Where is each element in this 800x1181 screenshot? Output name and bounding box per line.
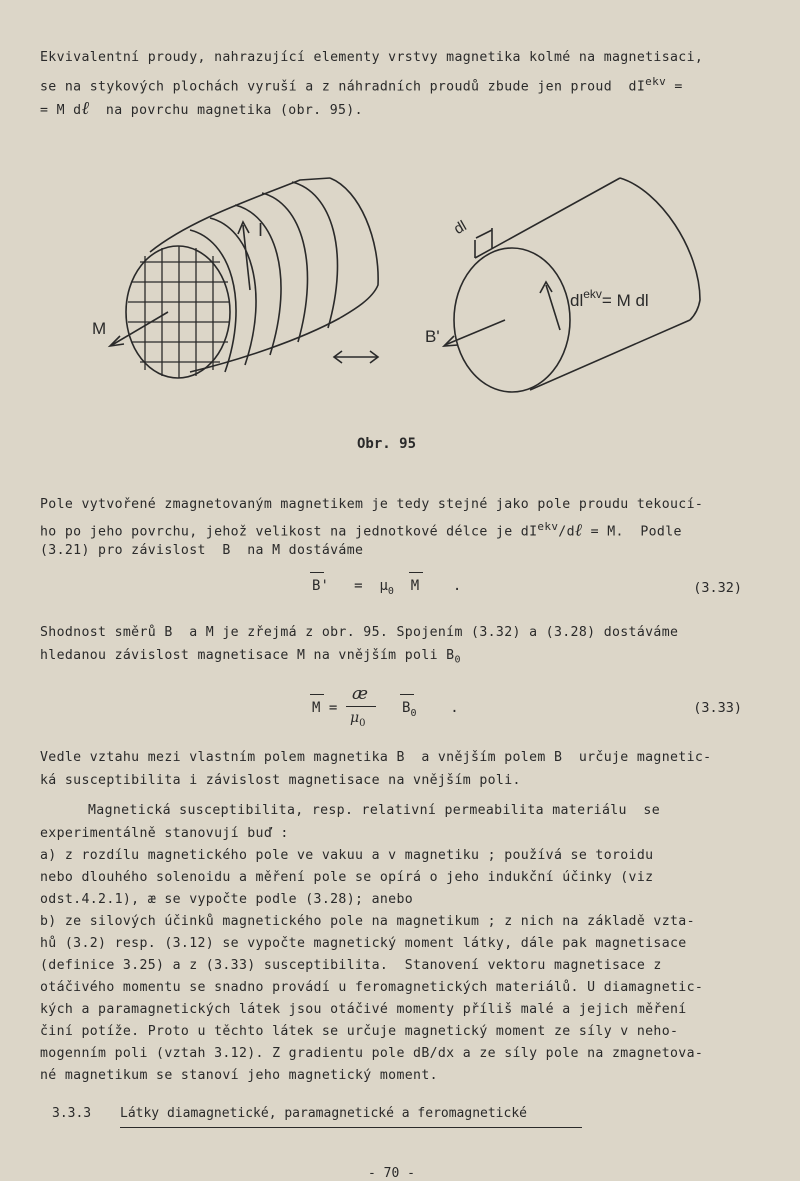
paragraph5-line6: b) ze silových účinků magnetického pole na magnetikum ; z nich na základě vzta- xyxy=(40,914,695,929)
paragraph2-tail: /d xyxy=(558,524,575,540)
eq2-lhs-wrap xyxy=(312,700,337,716)
paragraph5-line4: nebo dlouhého solenoidu a měření pole se opírá o jeho indukční účinky (viz xyxy=(40,870,654,885)
fraction-bar xyxy=(346,706,376,707)
label-dl: dl xyxy=(450,217,470,239)
paragraph1-line3 xyxy=(40,98,363,119)
paragraph1-l-symbol: ℓ xyxy=(81,98,90,119)
paragraph1-line1: Ekvivalentní proudy, nahrazující elementy vrstvy magnetika kolmé na magnetisaci, xyxy=(40,50,704,65)
paragraph5-line5: odst.4.2.1), æ se vypočte podle (3.28); anebo xyxy=(40,892,414,907)
page-number: - 70 - xyxy=(368,1166,415,1181)
eq2-denominator xyxy=(350,710,365,729)
paragraph3-line1: Shodnost směrů B a M je zřejmá z obr. 95. Spojením (3.32) a (3.28) dostáváme xyxy=(40,625,679,640)
paragraph3-line2-text: hledanou závislost magnetisace M na vnějším poli B xyxy=(40,648,455,663)
paragraph5-line9: otáčivého momentu se snadno provádí u feromagnetických materiálů. U diamagnetic- xyxy=(40,980,704,995)
figure-caption: Obr. 95 xyxy=(357,436,417,452)
eq2-dot: . xyxy=(450,700,459,716)
label-formula-rest: = M dl xyxy=(601,291,649,310)
paragraph1-line3-text: = M d xyxy=(40,103,82,118)
eq1-sub: 0 xyxy=(387,585,394,597)
right-cylinder-bottom-edge xyxy=(530,320,690,390)
paragraph5-line11: činí potíže. Proto u těchto látek se určuje magnetický moment ze síly v neho- xyxy=(40,1024,679,1039)
eq2-den-sub: 0 xyxy=(359,717,366,729)
eq2-rhs-wrap xyxy=(402,700,459,719)
eq1-lhs: B xyxy=(312,578,321,594)
paragraph1-line2 xyxy=(40,75,683,94)
equation-3-32: $B' = \mu_0$ M . xyxy=(312,578,462,597)
paragraph5-line3: a) z rozdílu magnetického pole ve vakuu a v magnetiku ; používá se toroidu xyxy=(40,848,654,863)
eq1-rhs: M xyxy=(410,578,420,594)
section-title: Látky diamagnetické, paramagnetické a feromagnetické xyxy=(120,1106,582,1128)
eq2-rhs-sub: 0 xyxy=(410,707,417,719)
eq2-den: μ xyxy=(350,710,360,726)
paragraph3-line2 xyxy=(40,648,461,666)
paragraph2-sup: ekv xyxy=(537,520,559,533)
paragraph2-line1: Pole vytvořené zmagnetovaným magnetikem je tedy stejné jako pole proudu tekoucí- xyxy=(40,497,704,512)
paragraph4-line2: ká susceptibilita i závislost magnetisace na vnějším poli. xyxy=(40,773,521,788)
label-formula-sup: ekv xyxy=(583,287,602,301)
paragraph1-line4-text: na povrchu magnetika (obr. 95). xyxy=(105,103,363,118)
paragraph2-tail2: = M. Podle xyxy=(582,524,682,540)
paragraph1-sup: ekv xyxy=(645,75,667,88)
eq2-rhs: B xyxy=(402,700,411,716)
paragraph1-line2-text: se na stykových plochách vyruší a z náhradních proudů zbude jen proud dI xyxy=(40,79,646,95)
m-arrow xyxy=(112,312,168,345)
paragraph2-line2-text: ho po jeho povrchu, jehož velikost na jednotkové délce je dI xyxy=(40,524,538,540)
left-cylinder-face xyxy=(126,246,230,378)
right-cylinder-top-edge xyxy=(475,178,620,258)
paragraph5-line13: né magnetikum se stanoví jeho magnetický moment. xyxy=(40,1068,438,1083)
eq2-lhs: M xyxy=(312,700,321,716)
label-formula xyxy=(570,287,649,310)
label-b: B' xyxy=(425,327,440,346)
paragraph2-line2 xyxy=(40,520,682,540)
eq1-dot: . xyxy=(452,578,462,594)
eq2-numerator: æ xyxy=(352,684,368,704)
equation-3-32-number: (3.32) xyxy=(693,580,742,596)
label-m: M xyxy=(92,319,107,338)
paragraph2-l-symbol: ℓ xyxy=(574,520,583,541)
right-cylinder-face xyxy=(454,248,570,392)
paragraph5-line2: experimentálně stanovují buď : xyxy=(40,826,289,841)
label-formula-base: dl xyxy=(570,291,584,310)
paragraph4-line1: Vedle vztahu mezi vlastním polem magnetika B a vnějším polem B určuje magnetic- xyxy=(40,750,712,765)
label-i: I xyxy=(258,220,264,240)
figure-95 xyxy=(0,160,800,420)
eq2-eq: = xyxy=(328,700,338,716)
equation-3-33-number: (3.33) xyxy=(693,700,742,716)
eq1-mid: = μ xyxy=(354,578,388,594)
paragraph2-line3: (3.21) pro závislost B na M dostáváme xyxy=(40,543,364,558)
paragraph5-line10: kých a paramagnetických látek jsou otáčivé momenty příliš malé a jejich měření xyxy=(40,1002,687,1017)
paragraph5-line7: hů (3.2) resp. (3.12) se vypočte magnetický moment látky, dále pak magnetisace xyxy=(40,936,687,951)
paragraph3-sub: 0 xyxy=(454,654,461,666)
paragraph5-line8: (definice 3.25) a z (3.33) susceptibilita. Stanovení vektoru magnetisace z xyxy=(40,958,662,973)
paragraph5-line12: mogenním poli (vztah 3.12). Z gradientu pole dB/dx a ze síly pole na zmagnetova- xyxy=(40,1046,704,1061)
section-number: 3.3.3 xyxy=(52,1106,92,1121)
paragraph5-line1: Magnetická susceptibilita, resp. relativní permeabilita materiálu se xyxy=(88,803,660,818)
paragraph1-eq-tail: = xyxy=(674,79,683,95)
